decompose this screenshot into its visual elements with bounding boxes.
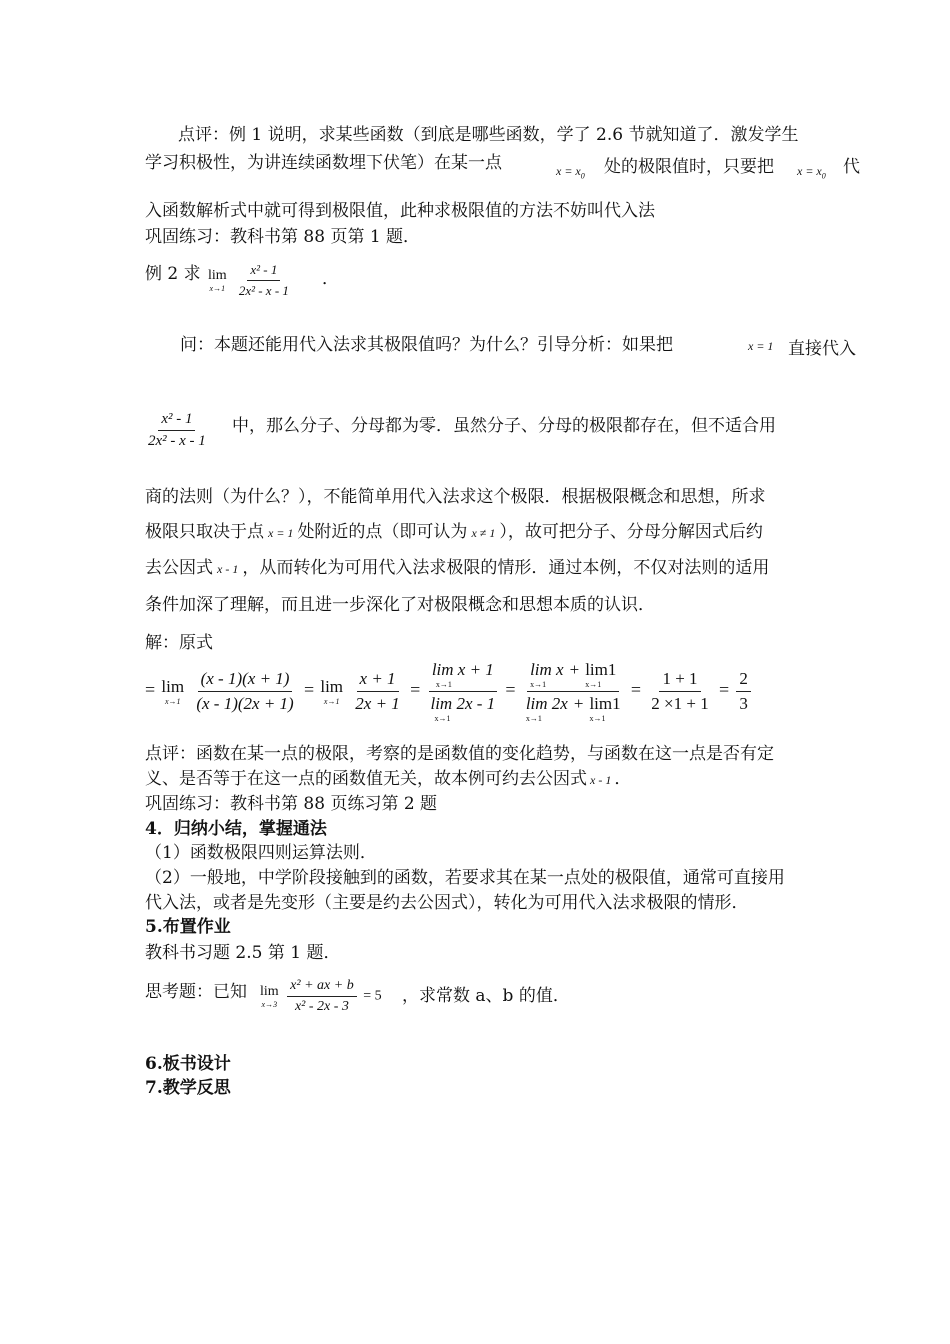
think-text-b: ，求常数 a、b 的值．	[402, 986, 570, 1006]
eq-frac-2: $\frac{x + 1}{2x + 1}$	[355, 669, 400, 713]
question-fraction: $\frac{\text{x² - 1}}{\text{2x² - x - 1}}$	[148, 411, 206, 449]
think-limit: lim x→3 $\frac{\text{x² + ax + b}}{\text{x² - 2x - 3}}$ = 5	[260, 978, 382, 1014]
comment1-line2: 学习积极性，为讲连续函数埋下伏笔）在某一点	[145, 153, 502, 173]
eq-frac-4: lim x x→1 + lim1 x→1 lim 2x x→1 + lim1 x→1	[525, 660, 621, 723]
section-4-heading: 4．归纳小结，掌握通法	[145, 819, 327, 839]
math-x-eq-1: x = 1	[748, 339, 774, 353]
homework: 教科书习题 2.5 第 1 题．	[145, 943, 341, 963]
comment2-line2: 义、是否等于在这一点的函数值无关，故本例可约去公因式 x - 1 ．	[145, 769, 632, 789]
example2-limit: lim x→1 $\frac{\text{x² - 1}}{\text{2x² - x - 1}}$	[206, 262, 295, 299]
section-5-heading: 5.布置作业	[145, 917, 231, 937]
solution-equation: = lim x→1 $\frac{(x - 1)(x + 1)}{(x - 1)(2x + 1)}$ = lim x→1 $\frac{x + 1}{2x + 1}$ = lim x + 1 x→1 lim 2x - 1 x→1 = lim x x→1 + lim1 x→1 lim 2x x→1 + lim1 x→1 = $\frac{1 + 1}{2 \times 1 + 1}$ = $\frac{2}{3}$	[145, 660, 754, 723]
example2-dot: ．	[322, 269, 339, 289]
section-4-item-2a: （2）一般地，中学阶段接触到的函数，若要求其在某一点处的极限值，通常可直接用	[145, 868, 785, 888]
question-line-e: 极限只取决于点 x = 1 处附近的点（即可认为 x ≠ 1 ），故可把分子、分母分解因式后约	[145, 522, 763, 542]
comment1-text-d: 代	[843, 157, 860, 177]
question-line-g: 条件加深了理解，而且进一步深化了对极限概念和思想本质的认识．	[145, 595, 655, 615]
question-line-d: 商的法则（为什么？），不能简单用代入法求这个极限．根据极限概念和思想，所求	[145, 487, 766, 507]
math-x-eq-x0-2: $x = x_0$	[797, 164, 826, 181]
example2-fraction: $\frac{\text{x² - 1}}{\text{2x² - x - 1}}$	[238, 262, 289, 298]
question-text-b: 直接代入	[788, 339, 856, 359]
practice-2: 巩固练习：教科书第 88 页练习第 2 题	[145, 794, 438, 814]
practice-1: 巩固练习：教科书第 88 页第 1 题．	[145, 227, 421, 247]
comment1-text-c: 处的极限值时，只要把	[604, 157, 774, 177]
section-7-heading: 7.教学反思	[145, 1078, 231, 1098]
eq-frac-3: lim x + 1 x→1 lim 2x - 1 x→1	[430, 660, 496, 723]
section-4-item-1: （1）函数极限四则运算法则．	[145, 843, 377, 863]
eq-frac-5: $\frac{1 + 1}{2 \times 1 + 1}$	[651, 669, 709, 713]
eq-frac-6: $\frac{2}{3}$	[736, 669, 751, 714]
question-line1: 问：本题还能用代入法求其极限值吗？为什么？引导分析：如果把	[180, 335, 673, 355]
solution-label: 解：原式	[145, 633, 213, 653]
comment1-line3: 入函数解析式中就可得到极限值，此种求极限值的方法不妨叫代入法	[145, 201, 655, 221]
example2-label: 例 2 求	[145, 264, 201, 284]
section-4-item-2b: 代入法，或者是先变形（主要是约去公因式），转化为可用代入法求极限的情形．	[145, 893, 749, 913]
math-x-eq-x0: $x = x_0$	[556, 164, 585, 181]
comment2-line1: 点评：函数在某一点的极限，考察的是函数值的变化趋势，与函数在这一点是否有定	[145, 744, 774, 764]
section-6-heading: 6.板书设计	[145, 1054, 231, 1074]
eq-frac-1: $\frac{(x - 1)(x + 1)}{(x - 1)(2x + 1)}$	[196, 669, 294, 713]
think-label: 思考题：已知	[145, 982, 247, 1002]
question-text-c: 中，那么分子、分母都为零．虽然分子、分母的极限都存在，但不适合用	[232, 416, 776, 436]
comment1-line1: 点评：例 1 说明，求某些函数（到底是哪些函数，学了 2.6 节就知道了．激发学生	[178, 125, 799, 145]
question-line-f: 去公因式 x - 1 ，从而转化为可用代入法求极限的情形．通过本例，不仅对法则的适用	[145, 558, 770, 578]
